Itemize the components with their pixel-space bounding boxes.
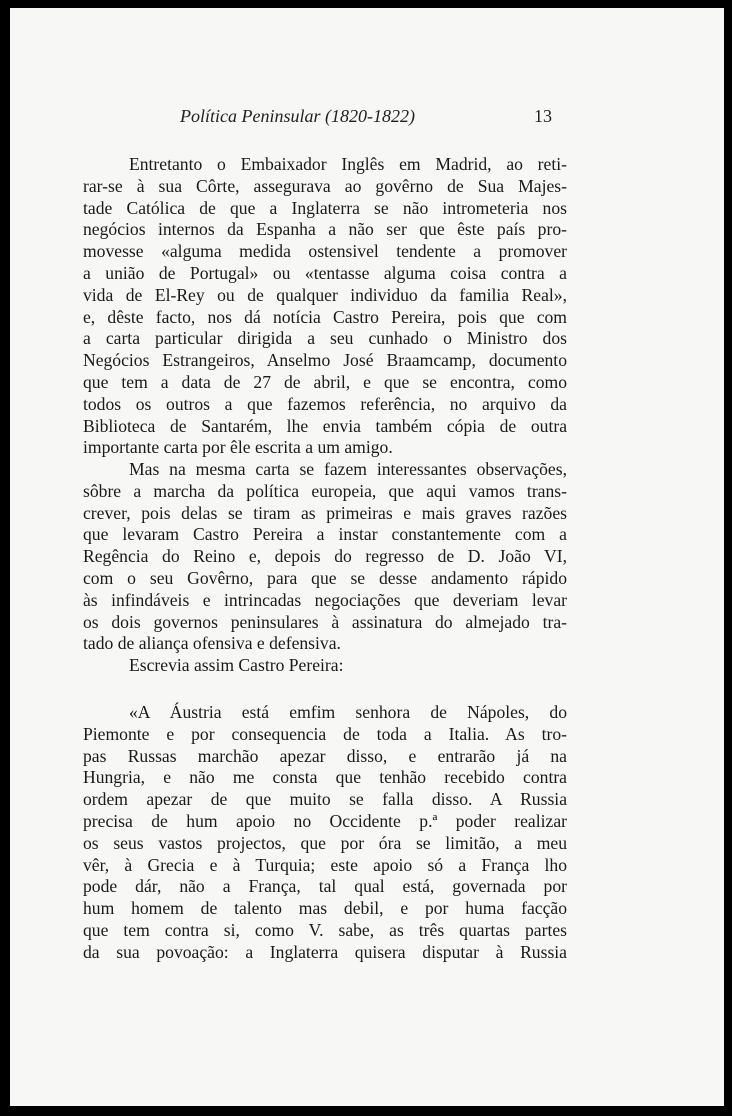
running-header bbox=[180, 106, 552, 128]
text-line: negócios internos da Espanha a não ser que êste país pro- bbox=[83, 219, 567, 240]
text-line: Negócios Estrangeiros, Anselmo José Braamcamp, documento bbox=[83, 350, 567, 371]
text-line: Hungria, e não me consta que tenhão recebido contra bbox=[83, 767, 567, 788]
text-line: precisa de hum apoio no Occidente p.ª poder realizar bbox=[83, 810, 567, 831]
text-line: com o seu Govêrno, para que se desse andamento rápido bbox=[83, 567, 567, 588]
text-line: movesse «alguma medida ostensivel tendente a promover bbox=[83, 241, 567, 262]
text-line: a carta particular dirigida a seu cunhado o Ministro dos bbox=[83, 328, 567, 349]
paragraph-2 bbox=[83, 459, 567, 655]
text-line: Mas na mesma carta se fazem interessantes observações, bbox=[129, 459, 567, 479]
text-line: os dois governos peninsulares à assinatura do almejado tra- bbox=[83, 611, 567, 632]
quotation bbox=[83, 702, 567, 964]
text-line: tade Católica de que a Inglaterra se não intrometeria nos bbox=[83, 197, 567, 218]
paragraph-1 bbox=[83, 154, 567, 459]
text-line: os seus vastos projectos, que por óra se limitão, a meu bbox=[83, 832, 567, 853]
text-line: pas Russas marchão apezar disso, e entrarão já na bbox=[83, 745, 567, 766]
text-line: ordem apezar de que muito se falla disso. A Russia bbox=[83, 789, 567, 810]
text-line: Escrevia assim Castro Pereira: bbox=[129, 655, 344, 675]
page-number: 13 bbox=[534, 106, 552, 126]
text-line: crever, pois delas se tiram as primeiras e mais graves razões bbox=[83, 502, 567, 523]
text-line: que levaram Castro Pereira a instar constantemente com a bbox=[83, 524, 567, 545]
text-line: que tem a data de 27 de abril, e que se encontra, como bbox=[83, 371, 567, 392]
text-line: pode dár, não a França, tal qual está, governada por bbox=[83, 876, 567, 897]
paragraph-3 bbox=[83, 655, 567, 677]
text-line: hum homem de talento mas debil, e por huma facção bbox=[83, 898, 567, 919]
text-line: vêr, à Grecia e à Turquia; este apoio só a França lho bbox=[83, 854, 567, 875]
text-line: a união de Portugal» ou «tentasse alguma coisa contra a bbox=[83, 262, 567, 283]
text-line: «A Áustria está emfim senhora de Nápoles, do bbox=[129, 702, 567, 722]
running-title: Política Peninsular (1820-1822) bbox=[180, 106, 415, 126]
text-line: Piemonte e por consequencia de toda a Italia. As tro- bbox=[83, 723, 567, 744]
text-line: Regência do Reino e, depois do regresso de D. João VI, bbox=[83, 546, 567, 567]
text-line: e, dêste facto, nos dá notícia Castro Pereira, pois que com bbox=[83, 306, 567, 327]
text-line: que tem contra si, como V. sabe, as três quartas partes bbox=[83, 919, 567, 940]
text-line: importante carta por êle escrita a um amigo. bbox=[83, 437, 393, 458]
text-line: vida de El-Rey ou de qualquer individuo da familia Real», bbox=[83, 284, 567, 305]
text-line: rar-se à sua Côrte, assegurava ao govêrno de Sua Majes- bbox=[83, 175, 567, 196]
text-line: tado de aliança ofensiva e defensiva. bbox=[83, 633, 341, 654]
text-line: da sua povoação: a Inglaterra quisera disputar à Russia bbox=[83, 941, 567, 962]
book-page bbox=[10, 8, 724, 1106]
text-line: às infindáveis e intrincadas negociações que deveriam levar bbox=[83, 589, 567, 610]
text-line: todos os outros a que fazemos referência, no arquivo da bbox=[83, 393, 567, 414]
text-line: Entretanto o Embaixador Inglês em Madrid, ao reti- bbox=[129, 154, 567, 174]
text-line: Biblioteca de Santarém, lhe envia também cópia de outra bbox=[83, 415, 567, 436]
text-line: sôbre a marcha da política europeia, que aqui vamos trans- bbox=[83, 480, 567, 501]
